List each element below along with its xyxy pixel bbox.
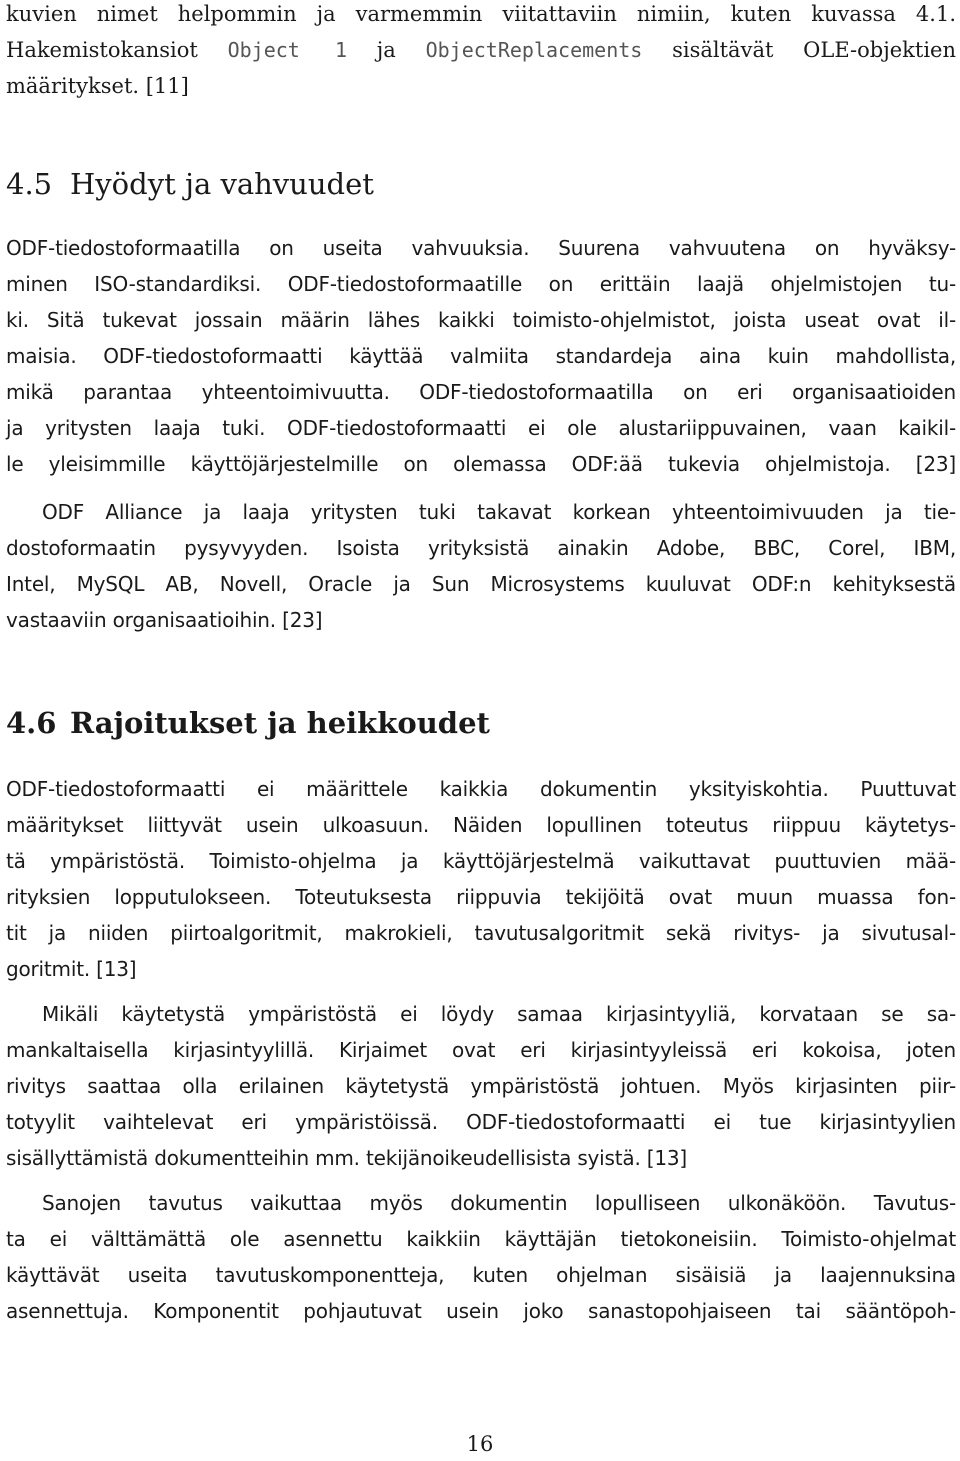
intro-line-2-text-b: ja bbox=[347, 38, 426, 62]
intro-line-2-text-c: sisältävät OLE-objektien bbox=[642, 38, 956, 62]
s45-line-10: Intel, MySQL AB, Novell, Oracle ja Sun Microsystems kuuluvat ODF:n kehityksestä bbox=[6, 572, 956, 596]
s46-line-9: rivitys saattaa olla erilainen käytetystä ympäristöstä johtuen. Myös kirjasinten piir- bbox=[6, 1074, 956, 1098]
intro-line-2-text-a: Hakemistokansiot bbox=[6, 38, 228, 62]
intro-line-1: kuvien nimet helpommin ja varmemmin viitattaviin nimiin, kuten kuvassa 4.1. bbox=[6, 2, 956, 26]
s46-line-2: määritykset liittyvät usein ulkoasuun. Näiden lopullinen toteutus riippuu käytetys- bbox=[6, 813, 956, 837]
section-4-6-heading bbox=[6, 700, 490, 746]
s46-line-11: sisällyttämistä dokumentteihin mm. tekijänoikeudellisista syistä. [13] bbox=[6, 1146, 688, 1170]
s46-line-13: ta ei välttämättä ole asennettu kaikkiin käyttäjän tietokoneisiin. Toimisto-ohjelmat bbox=[6, 1227, 956, 1251]
section-4-6-number: 4.6 bbox=[6, 706, 57, 740]
s46-line-10: totyylit vaihtelevat eri ympäristöissä. ODF-tiedostoformaatti ei tue kirjasintyylien bbox=[6, 1110, 956, 1134]
s46-line-1: ODF-tiedostoformaatti ei määrittele kaikkia dokumentin yksityiskohtia. Puuttuvat bbox=[6, 777, 956, 801]
s46-line-8: mankaltaisella kirjasintyylillä. Kirjaimet ovat eri kirjasintyyleissä eri kokoisa, joten bbox=[6, 1038, 956, 1062]
s46-line-7: Mikäli käytetystä ympäristöstä ei löydy samaa kirjasintyyliä, korvataan se sa- bbox=[42, 1002, 956, 1026]
intro-line-3: määritykset. [11] bbox=[6, 74, 189, 98]
s45-line-3: ki. Sitä tukevat jossain määrin lähes kaikki toimisto-ohjelmistot, joista useat ovat il- bbox=[6, 308, 956, 332]
code-object-1: Object 1 bbox=[227, 38, 348, 62]
s46-line-14: käyttävät useita tavutuskomponentteja, kuten ohjelman sisäisiä ja laajennuksina bbox=[6, 1263, 956, 1287]
s45-line-4: maisia. ODF-tiedostoformaatti käyttää valmiita standardeja aina kuin mahdollista, bbox=[6, 344, 956, 368]
section-4-6-title: Rajoitukset ja heikkoudet bbox=[70, 706, 490, 740]
intro-line-2 bbox=[6, 32, 956, 68]
section-4-5-title: Hyödyt ja vahvuudet bbox=[70, 167, 374, 201]
s46-line-3: tä ympäristöstä. Toimisto-ohjelma ja käyttöjärjestelmä vaikuttavat puuttuvien mää- bbox=[6, 849, 956, 873]
page-number: 16 bbox=[466, 1432, 494, 1456]
s45-line-1: ODF-tiedostoformaatilla on useita vahvuuksia. Suurena vahvuutena on hyväksy- bbox=[6, 236, 956, 260]
s46-line-12: Sanojen tavutus vaikuttaa myös dokumentin lopulliseen ulkonäköön. Tavutus- bbox=[42, 1191, 956, 1215]
s45-line-9: dostoformaatin pysyvyyden. Isoista yrityksistä ainakin Adobe, BBC, Corel, IBM, bbox=[6, 536, 956, 560]
s46-line-15: asennettuja. Komponentit pohjautuvat usein joko sanastopohjaiseen tai sääntöpoh- bbox=[6, 1299, 956, 1323]
s45-line-8: ODF Alliance ja laaja yritysten tuki takavat korkean yhteentoimivuuden ja tie- bbox=[42, 500, 956, 524]
s46-line-4: rityksien lopputulokseen. Toteutuksesta riippuvia tekijöitä ovat muun muassa fon- bbox=[6, 885, 956, 909]
section-4-5-heading bbox=[6, 161, 374, 207]
s45-line-7: le yleisimmille käyttöjärjestelmille on olemassa ODF:ää tukevia ohjelmistoja. [23] bbox=[6, 452, 956, 476]
s45-line-6: ja yritysten laaja tuki. ODF-tiedostoformaatti ei ole alustariippuvainen, vaan kaikil- bbox=[6, 416, 956, 440]
section-4-5-number: 4.5 bbox=[6, 167, 53, 201]
s45-line-11: vastaaviin organisaatioihin. [23] bbox=[6, 608, 323, 632]
s46-line-5: tit ja niiden piirtoalgoritmit, makrokieli, tavutusalgoritmit sekä rivitys- ja sivutusal- bbox=[6, 921, 956, 945]
s46-line-6: goritmit. [13] bbox=[6, 957, 137, 981]
s45-line-5: mikä parantaa yhteentoimivuutta. ODF-tiedostoformaatilla on eri organisaatioiden bbox=[6, 380, 956, 404]
code-object-replacements: ObjectReplacements bbox=[425, 38, 643, 62]
s45-line-2: minen ISO-standardiksi. ODF-tiedostoformaatille on erittäin laajä ohjelmistojen tu- bbox=[6, 272, 956, 296]
